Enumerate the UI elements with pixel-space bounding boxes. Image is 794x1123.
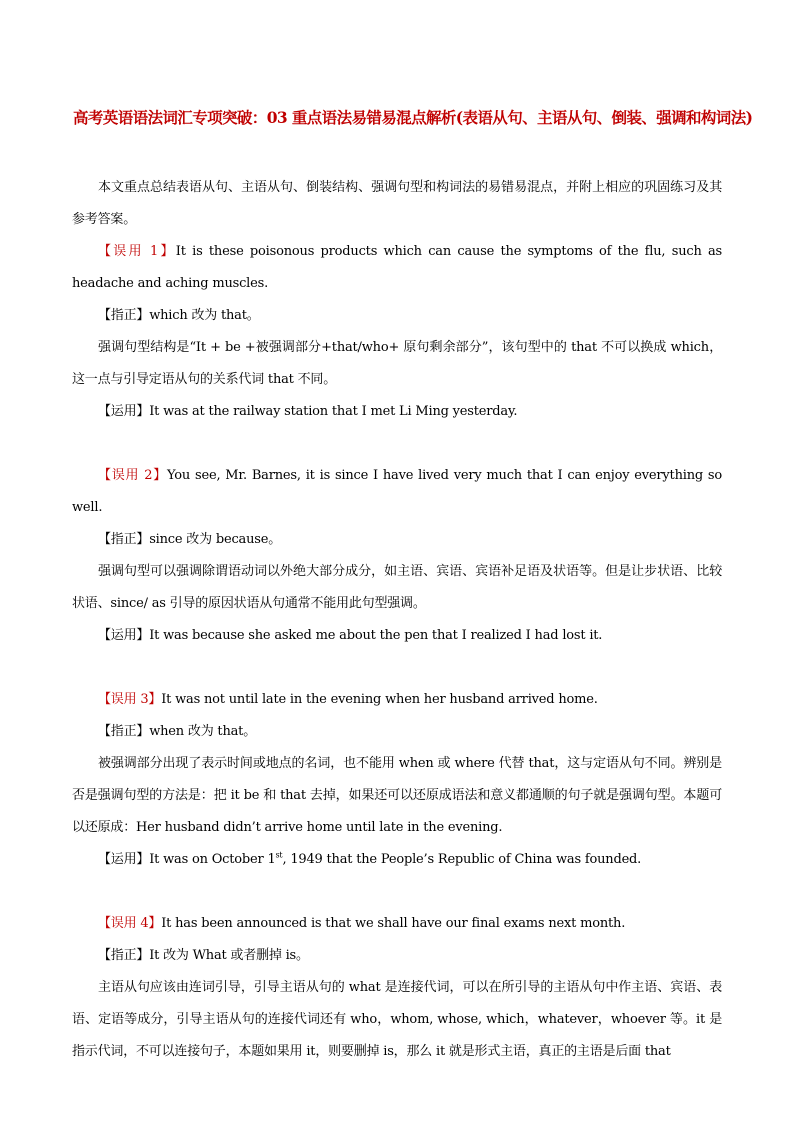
usage-tag: 【运用】 [98, 628, 150, 643]
correction [72, 524, 722, 556]
usage-text-a: It was on October 1 [149, 852, 276, 867]
usage-tag: 【运用】 [98, 852, 150, 867]
error-text: You see, Mr. Barnes, it is since I have lived very much that I can enjoy everything so well. [72, 468, 722, 515]
correction [72, 716, 722, 748]
correction-tag: 【指正】 [98, 308, 150, 323]
usage-example [72, 620, 722, 652]
explanation: 强调句型结构是“It + be +被强调部分+that/who+ 原句剩余部分”，该句型中的 that 不可以换成 which，这一点与引导定语从句的关系代词 that 不同。 [72, 340, 722, 387]
correction-text: since 改为 because。 [149, 532, 282, 547]
explanation: 主语从句应该由连词引导，引导主语从句的 what 是连接代词，可以在所引导的主语从句中作主语、宾语、表语、定语等成分，引导主语从句的连接代词还有 who，whom, whose, which，whatever，whoever 等。it 是指示代词，不可以连接句子，本题如果用 it，则要删掉 is，那么 it 就是形式主语，真正的主语是后面 that [72, 980, 722, 1059]
intro-paragraph: 本文重点总结表语从句、主语从句、倒装结构、强调句型和构词法的易错易混点，并附上相应的巩固练习及其参考答案。 [72, 180, 722, 227]
explanation: 被强调部分出现了表示时间或地点的名词，也不能用 when 或 where 代替 that，这与定语从句不同。辨别是否是强调句型的方法是：把 it be 和 that 去掉，如果还可以还原成语法和意义都通顺的句子就是强调句型。本题可以还原成：Her husband didn’t arrive home until late in the evening. [72, 756, 722, 835]
error-text: It has been announced is that we shall have our final exams next month. [161, 916, 626, 931]
ordinal-superscript: st [275, 850, 283, 860]
error-example [72, 684, 722, 716]
document-body [72, 172, 722, 1068]
correction [72, 940, 722, 972]
correction [72, 300, 722, 332]
spacer [72, 652, 722, 684]
usage-text: It was because she asked me about the pen that I realized I had lost it. [149, 628, 603, 643]
error-tag: 【误用 1】 [98, 244, 176, 259]
correction-tag: 【指正】 [98, 948, 150, 963]
correction-text: when 改为 that。 [149, 724, 257, 739]
explanation: 强调句型可以强调除谓语动词以外绝大部分成分，如主语、宾语、宾语补足语及状语等。但是让步状语、比较状语、since/ as 引导的原因状语从句通常不能用此句型强调。 [72, 564, 722, 611]
error-example [72, 908, 722, 940]
usage-example [72, 396, 722, 428]
usage-text: It was at the railway station that I met Li Ming yesterday. [149, 404, 518, 419]
error-example [72, 236, 722, 300]
usage-tag: 【运用】 [98, 404, 150, 419]
error-tag: 【误用 3】 [98, 692, 162, 707]
correction-tag: 【指正】 [98, 724, 150, 739]
spacer [72, 428, 722, 460]
error-tag: 【误用 4】 [98, 916, 162, 931]
document-title: 高考英语语法词汇专项突破：03 重点语法易错易混点解析(表语从句、主语从句、倒装、强调和构词法) [73, 108, 753, 127]
spacer [72, 876, 722, 908]
correction-tag: 【指正】 [98, 532, 150, 547]
error-text: It was not until late in the evening when her husband arrived home. [161, 692, 598, 707]
error-tag: 【误用 2】 [98, 468, 168, 483]
error-example [72, 460, 722, 524]
correction-text: It 改为 What 或者删掉 is。 [149, 948, 309, 963]
correction-text: which 改为 that。 [149, 308, 260, 323]
error-text: It is these poisonous products which can cause the symptoms of the flu, such as headache and aching muscles. [72, 244, 722, 291]
usage-text-b: , 1949 that the People’s Republic of China was founded. [282, 852, 642, 867]
usage-example [72, 844, 722, 876]
